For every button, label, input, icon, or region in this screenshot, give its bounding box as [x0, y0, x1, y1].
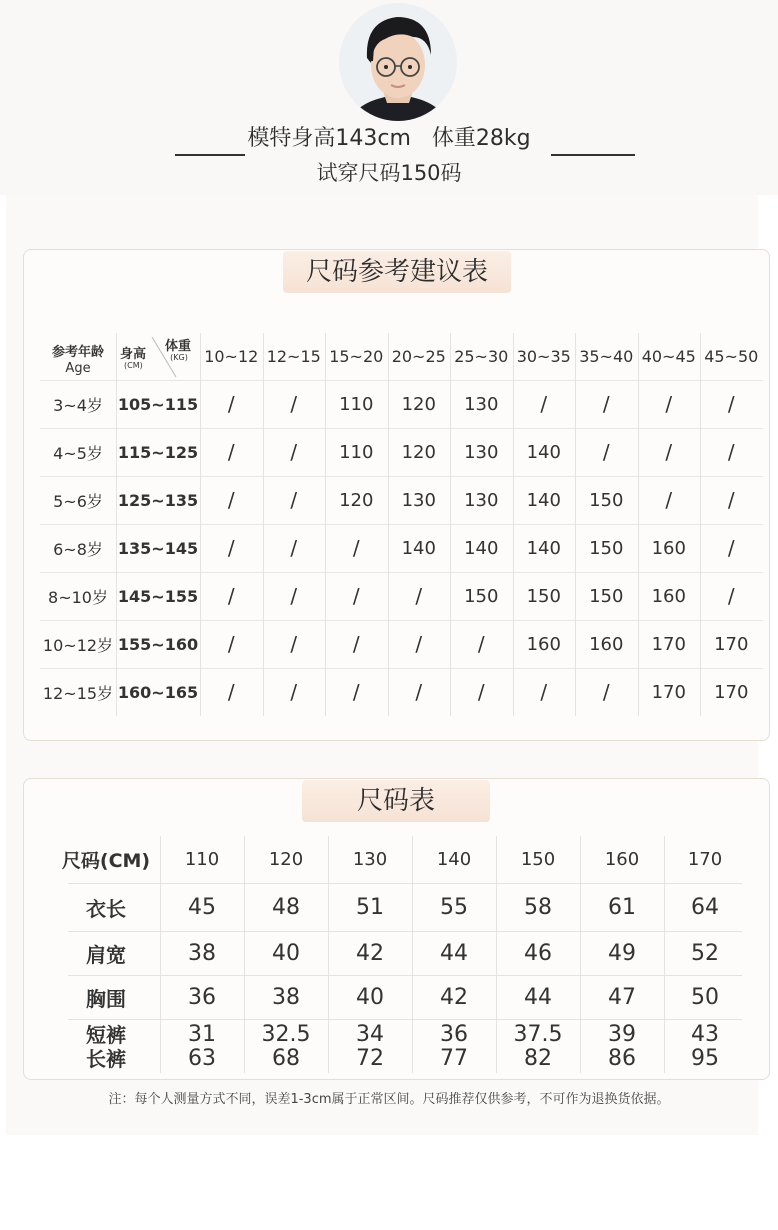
- disclaimer-note: 注：每个人测量方式不同，误差1-3cm属于正常区间。尺码推荐仅供参考，不可作为退换货依据。: [108, 1092, 670, 1107]
- row-size-value: 140: [464, 537, 499, 559]
- row-size-value: 130: [464, 393, 499, 415]
- model-height-weight: 模特身高143cm 体重28kg: [247, 126, 531, 151]
- row-height: 125~135: [117, 490, 199, 510]
- row-measure-value: 38: [188, 940, 216, 966]
- row-size-value: /: [227, 536, 235, 560]
- row-size-value: /: [290, 680, 298, 704]
- row-measure-value: 50: [691, 984, 719, 1010]
- header-weight-unit: (KG): [170, 352, 188, 362]
- row-measure-value: 40: [272, 940, 300, 966]
- row-size-value: /: [415, 680, 423, 704]
- header-size: 170: [687, 849, 723, 870]
- row-size-value: 120: [401, 441, 436, 463]
- row-size-value: /: [602, 392, 610, 416]
- row-age: 12~15岁: [42, 683, 114, 703]
- row-size-value: 140: [526, 489, 561, 511]
- row-size-value: 160: [651, 585, 686, 607]
- row-size-value: /: [540, 680, 548, 704]
- row-size-value: 170: [714, 681, 749, 703]
- row-measure-value: 36: [188, 984, 216, 1010]
- row-measure-value: 38: [272, 984, 300, 1010]
- header-height: 身高: [120, 346, 147, 362]
- row-trousers-value: 63: [188, 1045, 216, 1071]
- row-size-value: /: [352, 584, 360, 608]
- row-size-value: 170: [714, 633, 749, 655]
- header-size: 150: [520, 849, 556, 870]
- row-size-value: 150: [464, 585, 499, 607]
- row-size-value: /: [540, 392, 548, 416]
- row-height: 155~160: [117, 634, 199, 654]
- row-measure-value: 51: [356, 894, 384, 920]
- header-age-cn: 参考年龄: [51, 345, 104, 360]
- row-shorts-label: 短裤: [86, 1022, 126, 1047]
- row-trousers-value: 72: [356, 1045, 384, 1071]
- divider-left: [175, 154, 245, 156]
- row-measure-value: 44: [524, 984, 552, 1010]
- row-height: 145~155: [117, 586, 199, 606]
- row-age: 6~8岁: [53, 539, 103, 559]
- row-size-value: /: [415, 584, 423, 608]
- row-measure-value: 42: [440, 984, 468, 1010]
- row-measure-value: 61: [608, 894, 636, 920]
- header-weight-range: 10~12: [204, 347, 259, 366]
- header-weight-range: 12~15: [266, 347, 321, 366]
- row-height: 160~165: [117, 682, 199, 702]
- row-size-value: /: [665, 440, 673, 464]
- row-size-value: 120: [401, 393, 436, 415]
- row-size-value: /: [352, 536, 360, 560]
- row-size-value: 130: [401, 489, 436, 511]
- row-shorts-value: 36: [440, 1021, 468, 1047]
- row-trousers-value: 82: [524, 1045, 552, 1071]
- row-size-value: 140: [401, 537, 436, 559]
- row-size-value: /: [665, 392, 673, 416]
- row-measure-label: 衣长: [86, 896, 126, 921]
- row-age: 3~4岁: [53, 395, 103, 415]
- row-trousers-label: 长裤: [86, 1046, 126, 1071]
- row-size-value: 140: [526, 537, 561, 559]
- row-size-value: /: [290, 440, 298, 464]
- header-age-en: Age: [65, 361, 91, 376]
- row-size-value: /: [415, 632, 423, 656]
- row-size-value: /: [227, 680, 235, 704]
- row-size-value: 150: [589, 585, 624, 607]
- row-size-value: 170: [651, 633, 686, 655]
- header-size: 120: [268, 849, 304, 870]
- header-size: 160: [604, 849, 640, 870]
- row-size-value: /: [227, 440, 235, 464]
- row-measure-label: 肩宽: [86, 942, 126, 967]
- row-size-value: 130: [464, 489, 499, 511]
- row-age: 8~10岁: [48, 587, 108, 607]
- row-trousers-value: 77: [440, 1045, 468, 1071]
- header-diagonal-line: [116, 333, 200, 380]
- row-size-value: /: [352, 632, 360, 656]
- row-size-value: /: [290, 488, 298, 512]
- row-measure-value: 55: [440, 894, 468, 920]
- row-size-value: /: [602, 680, 610, 704]
- header-weight-range: 35~40: [579, 347, 634, 366]
- header-weight-range: 45~50: [704, 347, 759, 366]
- header-height-unit: (CM): [124, 360, 143, 370]
- row-shorts-value: 31: [188, 1021, 216, 1047]
- row-size-value: /: [477, 680, 485, 704]
- row-size-value: 130: [464, 441, 499, 463]
- row-shorts-value: 32.5: [261, 1021, 311, 1047]
- row-size-value: 160: [526, 633, 561, 655]
- row-size-value: /: [665, 488, 673, 512]
- row-size-value: 110: [339, 441, 374, 463]
- header-weight-range: 25~30: [454, 347, 509, 366]
- row-size-value: 110: [339, 393, 374, 415]
- row-measure-value: 47: [608, 984, 636, 1010]
- row-size-value: /: [727, 488, 735, 512]
- header-size: 140: [436, 849, 472, 870]
- row-age: 5~6岁: [53, 491, 103, 511]
- row-measure-value: 64: [691, 894, 719, 920]
- model-try-size: 试穿尺码150码: [316, 161, 462, 185]
- row-size-value: /: [727, 440, 735, 464]
- row-shorts-value: 34: [356, 1021, 384, 1047]
- row-size-value: 140: [526, 441, 561, 463]
- header-weight-range: 20~25: [391, 347, 446, 366]
- row-size-value: /: [290, 536, 298, 560]
- header-weight-range: 15~20: [329, 347, 384, 366]
- header-size: 130: [352, 849, 388, 870]
- row-measure-value: 45: [188, 894, 216, 920]
- row-measure-value: 52: [691, 940, 719, 966]
- row-trousers-value: 86: [608, 1045, 636, 1071]
- header-size-label: 尺码(CM): [61, 850, 151, 872]
- row-size-value: /: [727, 536, 735, 560]
- size-recommendation-title: 尺码参考建议表: [283, 251, 511, 293]
- row-size-value: /: [727, 392, 735, 416]
- row-measure-value: 48: [272, 894, 300, 920]
- row-size-value: /: [602, 440, 610, 464]
- row-age: 4~5岁: [53, 443, 103, 463]
- row-size-value: /: [727, 584, 735, 608]
- row-size-value: /: [227, 632, 235, 656]
- model-avatar: [339, 3, 457, 121]
- header-size: 110: [184, 849, 220, 870]
- divider-right: [551, 154, 635, 156]
- row-size-value: /: [290, 584, 298, 608]
- header-weight-range: 40~45: [641, 347, 696, 366]
- row-size-value: 120: [339, 489, 374, 511]
- row-measure-value: 42: [356, 940, 384, 966]
- header-age: [40, 341, 116, 381]
- row-trousers-value: 95: [691, 1045, 719, 1071]
- row-height: 135~145: [117, 538, 199, 558]
- row-size-value: /: [227, 392, 235, 416]
- row-size-value: /: [227, 488, 235, 512]
- row-shorts-value: 39: [608, 1021, 636, 1047]
- row-measure-value: 58: [524, 894, 552, 920]
- row-trousers-value: 68: [272, 1045, 300, 1071]
- row-age: 10~12岁: [42, 635, 114, 655]
- row-size-value: 160: [651, 537, 686, 559]
- row-size-value: 150: [526, 585, 561, 607]
- row-size-value: /: [352, 680, 360, 704]
- row-size-value: /: [227, 584, 235, 608]
- row-size-value: 150: [589, 489, 624, 511]
- row-measure-value: 49: [608, 940, 636, 966]
- row-size-value: 160: [589, 633, 624, 655]
- row-shorts-value: 37.5: [513, 1021, 563, 1047]
- row-measure-label: 胸围: [86, 986, 126, 1011]
- table-row-divider: [68, 1019, 742, 1020]
- row-size-value: /: [290, 392, 298, 416]
- row-measure-value: 44: [440, 940, 468, 966]
- row-measure-value: 40: [356, 984, 384, 1010]
- row-size-value: 170: [651, 681, 686, 703]
- row-size-value: /: [477, 632, 485, 656]
- size-chart-title: 尺码表: [302, 780, 490, 822]
- row-height: 115~125: [117, 442, 199, 462]
- row-size-value: 150: [589, 537, 624, 559]
- row-height: 105~115: [117, 394, 199, 414]
- header-weight: 体重: [164, 338, 191, 354]
- header-weight-range: 30~35: [516, 347, 571, 366]
- row-shorts-value: 43: [691, 1021, 719, 1047]
- row-measure-value: 46: [524, 940, 552, 966]
- row-size-value: /: [290, 632, 298, 656]
